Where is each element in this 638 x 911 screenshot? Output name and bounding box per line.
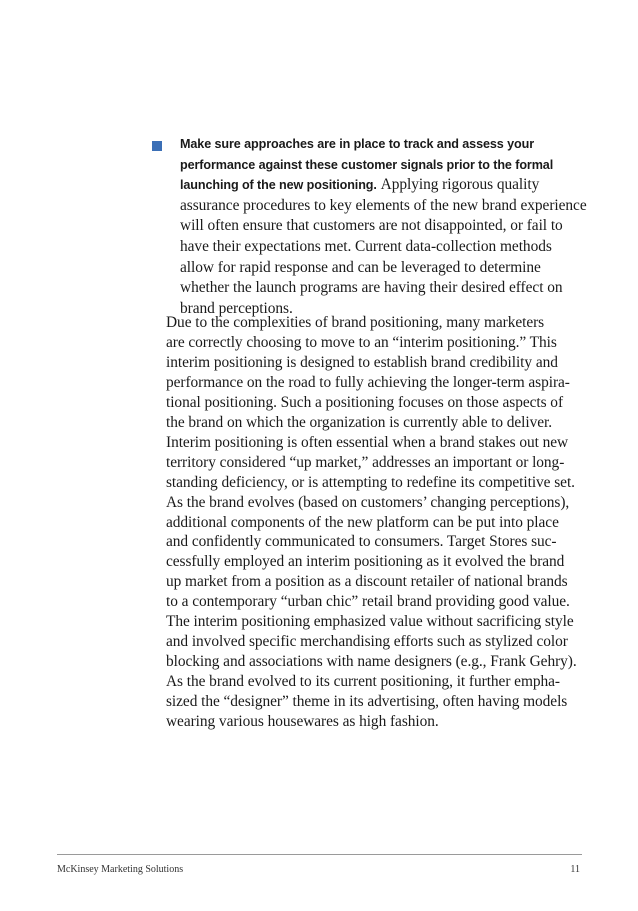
body-line: up market from a position as a discount retailer of national brands (166, 573, 568, 591)
footer-publication: McKinsey Marketing Solutions (57, 864, 184, 875)
body-line: to a contemporary “urban chic” retail brand providing good value. (166, 593, 570, 611)
body-line: Interim positioning is often essential when a brand stakes out new (166, 433, 569, 451)
bullet-lead-line: Make sure approaches are in place to track and assess your (180, 137, 534, 151)
body-line: and confidently communicated to consumers. Target Stores suc- (166, 533, 557, 551)
body-line: tional positioning. Such a positioning focuses on those aspects of (166, 393, 564, 411)
bullet-body-line: Applying rigorous quality (380, 176, 540, 194)
body-line: blocking and associations with name designers (e.g., Frank Gehry). (166, 653, 577, 671)
body-line: As the brand evolves (based on customers’ changing perceptions), (166, 493, 570, 511)
body-line: and involved specific merchandising efforts such as stylized color (166, 633, 568, 651)
body-line: The interim positioning emphasized value without sacrificing style (166, 613, 574, 631)
bullet-lead-line: launching of the new positioning. (180, 178, 377, 193)
bullet-lead-line: performance against these customer signals prior to the formal (180, 157, 554, 172)
body-line: the brand on which the organization is currently able to deliver. (166, 413, 553, 431)
bullet-body-line: assurance procedures to key elements of the new brand experience (180, 196, 587, 214)
bullet-body-line: allow for rapid response and can be leveraged to determine (180, 258, 541, 276)
body-line: wearing various housewares as high fashion. (166, 713, 439, 731)
body-line: additional components of the new platform can be put into place (166, 513, 559, 531)
bullet-body-line: have their expectations met. Current data-collection methods (180, 237, 552, 255)
footer-divider (57, 854, 582, 855)
body-line: are correctly choosing to move to an “interim positioning.” This (166, 333, 557, 351)
body-line: standing deficiency, or is attempting to redefine its competitive set. (166, 473, 575, 491)
body-line: territory considered “up market,” addresses an important or long- (166, 453, 565, 471)
bullet-body-line: brand perceptions. (180, 299, 293, 317)
body-line: interim positioning is designed to establish brand credibility and (166, 353, 558, 371)
body-line: cessfully employed an interim positioning as it evolved the brand (166, 553, 565, 571)
body-line: performance on the road to fully achieving the longer-term aspira- (166, 373, 570, 391)
square-bullet-icon (152, 141, 162, 151)
bullet-text (180, 134, 590, 319)
body-line: Due to the complexities of brand positioning, many marketers (166, 314, 545, 331)
body-paragraph (166, 313, 596, 732)
bullet-body-line: will often ensure that customers are not disappointed, or fail to (180, 217, 563, 235)
body-line: As the brand evolved to its current positioning, it further empha- (166, 673, 560, 691)
bullet-body-line: whether the launch programs are having their desired effect on (180, 279, 563, 297)
bullet-item (152, 134, 590, 319)
body-line: sized the “designer” theme in its advertising, often having models (166, 693, 568, 711)
page-number: 11 (570, 864, 580, 875)
